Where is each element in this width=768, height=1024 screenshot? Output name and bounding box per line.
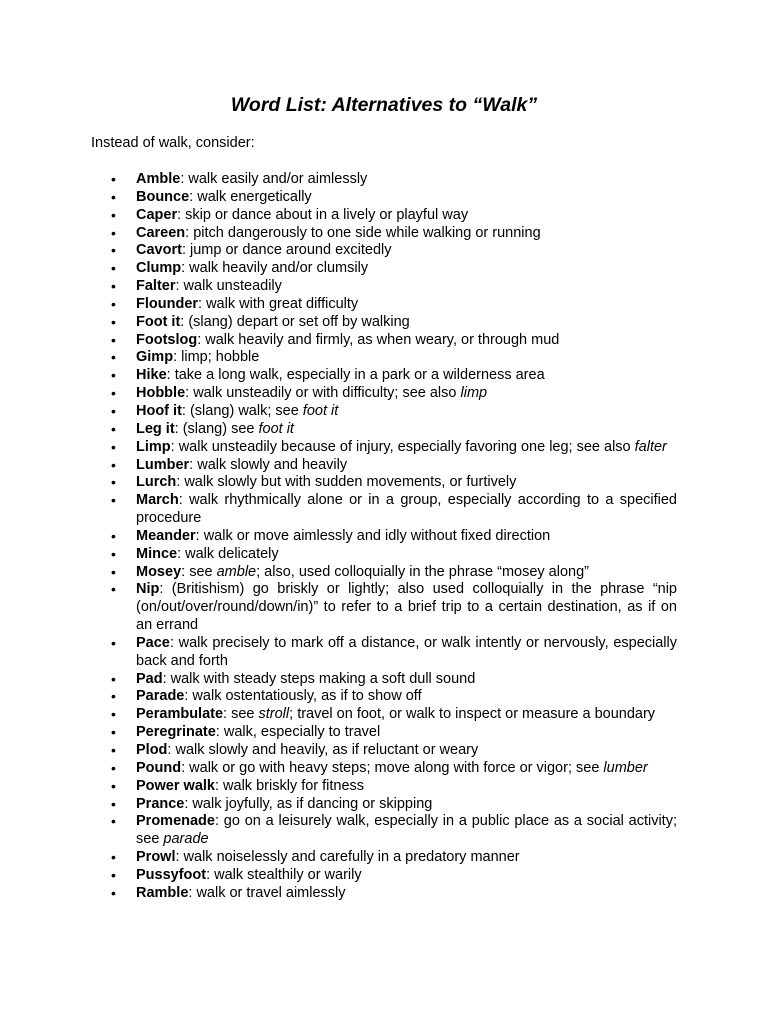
list-item (111, 367, 677, 385)
word-term: Hoof it (136, 402, 182, 419)
list-item (111, 849, 677, 867)
list-item (111, 527, 677, 546)
word-term: Parade (136, 688, 185, 705)
bullet-icon: • (111, 884, 116, 901)
word-definition: : walk easily and/or aimlessly (180, 171, 368, 187)
list-item (111, 188, 677, 207)
word-term: Perambulate (136, 706, 224, 723)
word-definition: : (slang) depart or set off by walking (180, 313, 410, 330)
bullet-icon: • (111, 688, 116, 705)
cross-reference: falter (634, 438, 667, 455)
list-item (111, 224, 677, 243)
bullet-icon: • (111, 171, 116, 187)
bullet-icon: • (111, 349, 116, 366)
bullet-icon: • (111, 206, 116, 223)
bullet-icon: • (111, 367, 116, 384)
word-definition: : walk noiselessly and carefully in a predatory manner (175, 849, 520, 866)
word-term: Leg it (136, 420, 175, 437)
bullet-icon: • (111, 224, 116, 241)
list-item (111, 385, 677, 403)
list-item (111, 260, 677, 278)
word-term: Flounder (136, 295, 199, 312)
word-definition: : walk heavily and firmly, as when weary, or through mud (197, 331, 560, 348)
word-term: Caper (136, 206, 178, 223)
list-item (111, 813, 677, 849)
cross-reference: stroll (258, 706, 290, 723)
word-definition: : walk joyfully, as if dancing or skipping (184, 795, 433, 812)
word-definition: : walk with great difficulty (198, 295, 359, 312)
word-term: Mince (136, 545, 178, 562)
word-term: Prowl (136, 849, 176, 866)
bullet-icon: • (111, 527, 116, 544)
list-item (111, 759, 677, 778)
word-definition: : take a long walk, especially in a park or a wilderness area (166, 367, 545, 384)
list-item (111, 313, 677, 332)
bullet-icon: • (111, 545, 116, 562)
bullet-icon: • (111, 777, 116, 794)
bullet-icon: • (111, 795, 116, 812)
list-item (111, 884, 677, 903)
bullet-icon: • (111, 813, 116, 830)
list-item (111, 295, 677, 314)
list-item (111, 866, 677, 885)
word-definition: : walk rhythmically alone or in a group, especially according to a specified procedure (136, 492, 677, 527)
bullet-icon: • (111, 420, 116, 437)
word-term: Careen (136, 224, 186, 241)
bullet-icon: • (111, 849, 116, 866)
word-definition: : (slang) see (174, 420, 259, 437)
word-term: Bounce (136, 188, 190, 205)
list-item (111, 438, 677, 457)
word-definition: : walk unsteadily because of injury, especially favoring one leg; see also (170, 438, 635, 455)
word-term: Promenade (136, 813, 215, 830)
word-term: Gimp (136, 349, 174, 366)
word-term: Lumber (136, 456, 190, 473)
list-item (111, 670, 677, 689)
cross-reference: foot it (302, 402, 339, 419)
cross-reference: limp (460, 385, 488, 402)
bullet-icon: • (111, 456, 116, 473)
list-item (111, 402, 677, 421)
bullet-icon: • (111, 474, 116, 491)
word-term: Clump (136, 260, 182, 277)
list-item (111, 206, 677, 225)
bullet-icon: • (111, 313, 116, 330)
bullet-icon: • (111, 759, 116, 776)
list-item (111, 742, 677, 760)
list-item (111, 706, 677, 724)
word-definition: : (Britishism) go briskly or lightly; also used colloquially in the phrase “nip (on/out/over/round/down/in)” to refer to a brief trip to a certain destination, as if on an errand (136, 581, 677, 634)
word-term: Falter (136, 278, 176, 295)
word-term: Nip (136, 581, 160, 598)
word-definition: : walk precisely to mark off a distance, or walk intently or nervously, especially back and forth (136, 634, 677, 669)
word-definition: ; travel on foot, or walk to inspect or measure a boundary (289, 706, 656, 723)
list-item (111, 581, 677, 635)
word-definition: : walk heavily and/or clumsily (181, 260, 369, 277)
list-item (111, 278, 677, 296)
bullet-icon: • (111, 866, 116, 883)
bullet-icon: • (111, 331, 116, 348)
word-term: Hike (136, 367, 167, 384)
list-item (111, 349, 677, 367)
word-definition: : walk slowly and heavily (189, 456, 348, 473)
bullet-icon: • (111, 188, 116, 205)
bullet-icon: • (111, 634, 116, 651)
word-term: Hobble (136, 385, 186, 402)
word-definition: : walk stealthily or warily (206, 866, 362, 883)
bullet-icon: • (111, 724, 116, 741)
word-term: Mosey (136, 563, 182, 580)
word-term: Foot it (136, 313, 181, 330)
word-term: Ramble (136, 884, 189, 901)
list-item (111, 474, 677, 492)
word-term: Pussyfoot (136, 866, 207, 883)
bullet-icon: • (111, 242, 116, 259)
bullet-icon: • (111, 706, 116, 723)
word-definition: : walk unsteadily (175, 278, 282, 295)
word-definition: : limp; hobble (173, 349, 260, 366)
word-term: Plod (136, 742, 168, 758)
cross-reference: lumber (603, 759, 648, 776)
word-term: Pad (136, 670, 163, 687)
cross-reference: foot it (258, 420, 294, 437)
word-term: Prance (136, 795, 185, 812)
word-term: Peregrinate (136, 724, 216, 741)
word-definition: : walk delicately (177, 545, 279, 562)
word-definition: : skip or dance about in a lively or playful way (177, 206, 469, 223)
word-definition: : walk or move aimlessly and idly without fixed direction (195, 527, 551, 544)
bullet-icon: • (111, 295, 116, 312)
word-definition: : go on a leisurely walk, especially in a public place as a social activity; see (136, 813, 677, 848)
word-term: Footslog (136, 331, 198, 348)
word-definition: : pitch dangerously to one side while walking or running (185, 224, 541, 241)
word-definition: : walk slowly and heavily, as if reluctant or weary (167, 742, 479, 758)
word-term: Pound (136, 759, 182, 776)
cross-reference: parade (163, 831, 209, 848)
list-item (111, 171, 677, 189)
word-definition: : walk briskly for fitness (214, 777, 365, 794)
bullet-icon: • (111, 260, 116, 277)
word-definition: : walk ostentatiously, as if to show off (184, 688, 422, 705)
cross-reference: amble (216, 563, 257, 580)
list-item (111, 634, 677, 671)
list-item (111, 724, 677, 742)
list-item (111, 331, 677, 350)
list-item (111, 777, 677, 796)
bullet-icon: • (111, 278, 116, 295)
page-title: Word List: Alternatives to “Walk” (230, 94, 538, 116)
word-list (111, 171, 677, 903)
word-definition: : walk with steady steps making a soft dull sound (162, 670, 476, 687)
bullet-icon: • (111, 438, 116, 455)
word-definition: ; also, used colloquially in the phrase “mosey along” (256, 563, 589, 580)
list-item (111, 563, 677, 582)
bullet-icon: • (111, 402, 116, 419)
word-definition: : see (181, 563, 217, 580)
word-term: Meander (136, 527, 196, 544)
word-term: Lurch (136, 474, 177, 491)
list-item (111, 492, 677, 528)
word-definition: : walk slowly but with sudden movements, or furtively (176, 474, 517, 491)
list-item (111, 456, 677, 475)
word-term: March (136, 492, 179, 509)
word-definition: : walk, especially to travel (215, 724, 381, 741)
word-definition: : walk or go with heavy steps; move along with force or vigor; see (181, 759, 604, 776)
list-item (111, 242, 677, 260)
bullet-icon: • (111, 742, 116, 758)
list-item (111, 795, 677, 814)
word-definition: : walk energetically (189, 188, 312, 205)
word-term: Cavort (136, 242, 182, 259)
word-definition: : walk unsteadily or with difficulty; see also (185, 385, 461, 402)
word-definition: : see (223, 706, 259, 723)
list-item (111, 420, 677, 439)
word-term: Power walk (136, 777, 215, 794)
bullet-icon: • (111, 670, 116, 687)
word-term: Amble (136, 171, 181, 187)
bullet-icon: • (111, 492, 116, 509)
word-definition: : (slang) walk; see (181, 402, 303, 419)
bullet-icon: • (111, 385, 116, 402)
word-term: Pace (136, 634, 170, 651)
intro-text: Instead of walk, consider: (91, 135, 255, 151)
word-term: Limp (136, 438, 171, 455)
bullet-icon: • (111, 581, 116, 598)
word-definition: : jump or dance around excitedly (181, 242, 392, 259)
bullet-icon: • (111, 563, 116, 580)
list-item (111, 688, 677, 706)
list-item (111, 545, 677, 564)
word-definition: : walk or travel aimlessly (188, 884, 346, 901)
